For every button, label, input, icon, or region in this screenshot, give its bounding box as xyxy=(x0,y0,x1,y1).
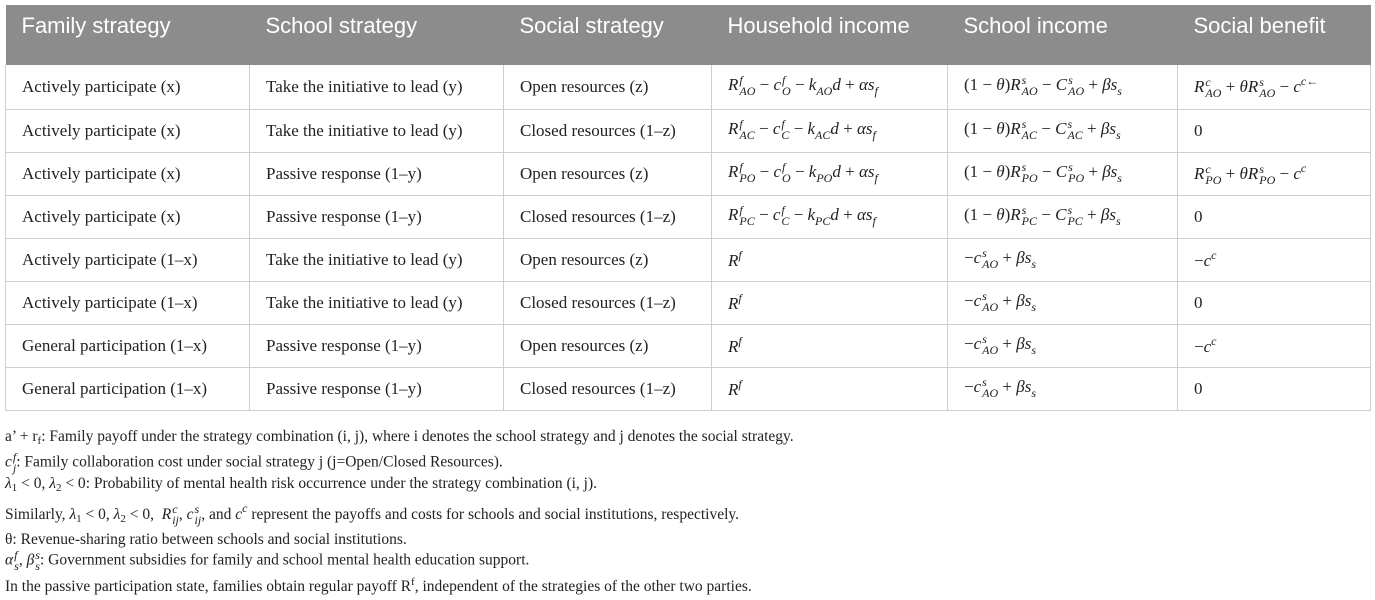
cell-social-benefit: $-c^c$ xyxy=(1178,324,1371,367)
cell-school-income: (1 − θ)R s AO − C s AO + $\beta s_s$ xyxy=(948,65,1178,109)
cell-household-income: $R^f$ xyxy=(712,324,948,367)
cell-social: Closed resources (1–z) xyxy=(504,281,712,324)
table-row xyxy=(6,281,1371,324)
cell-social: Closed resources (1–z) xyxy=(504,109,712,152)
footnote-3: λ1 < 0, λ2 < 0: Probability of mental health risk occurrence under the strategy combination (i, j). xyxy=(5,474,598,494)
cell-household-income: R f PO − c f O − $k_{PO}d + \alpha s_f$ xyxy=(712,152,948,195)
header-social-strategy: Social strategy xyxy=(504,5,712,65)
header-school-income: School income xyxy=(948,5,1178,65)
cell-family: Actively participate (1–x) xyxy=(6,281,250,324)
footnote-7: In the passive participation state, families obtain regular payoff $R^f$, independent of the strategies of the other two parties. xyxy=(5,576,752,595)
table-row xyxy=(6,65,1371,109)
cell-social: Closed resources (1–z) xyxy=(504,195,712,238)
cell-school: Take the initiative to lead (y) xyxy=(250,238,504,281)
cell-school-income: −c s AO + $\beta s_s$ xyxy=(948,238,1178,281)
strategy-payoff-table xyxy=(5,5,1371,411)
footnote-5: θ: Revenue-sharing ratio between schools and social institutions. xyxy=(5,530,407,548)
cell-school: Take the initiative to lead (y) xyxy=(250,281,504,324)
cell-school: Take the initiative to lead (y) xyxy=(250,109,504,152)
cell-social-benefit: 0 xyxy=(1178,281,1371,324)
cell-school-income: (1 − θ)R s PC − C s PC + $\beta s_s$ xyxy=(948,195,1178,238)
cell-school-income: −c s AO + $\beta s_s$ xyxy=(948,367,1178,410)
cell-school: Passive response (1–y) xyxy=(250,195,504,238)
cell-family: Actively participate (x) xyxy=(6,109,250,152)
footnote-2: c f j : Family collaboration cost under social strategy j (j=Open/Closed Resources). xyxy=(5,449,503,475)
cell-school: Take the initiative to lead (y) xyxy=(250,65,504,109)
cell-family: General participation (1–x) xyxy=(6,367,250,410)
cell-household-income: $R^f$ xyxy=(712,367,948,410)
header-household-income: Household income xyxy=(712,5,948,65)
cell-household-income: R f AO − c f O − $k_{AO}d + \alpha s_f$ xyxy=(712,65,948,109)
cell-social: Open resources (z) xyxy=(504,152,712,195)
cell-household-income: $R^f$ xyxy=(712,281,948,324)
cell-school-income: (1 − θ)R s PO − C s PO + $\beta s_s$ xyxy=(948,152,1178,195)
cell-school: Passive response (1–y) xyxy=(250,367,504,410)
cell-social-benefit: R c PO + θR s PO − $c^c$ xyxy=(1178,152,1371,195)
table-row xyxy=(6,367,1371,410)
cell-family: General participation (1–x) xyxy=(6,324,250,367)
table-row xyxy=(6,152,1371,195)
cell-family: Actively participate (1–x) xyxy=(6,238,250,281)
header-row xyxy=(6,5,1371,65)
cell-household-income: R f AC − c f C − $k_{AC}d + \alpha s_f$ xyxy=(712,109,948,152)
cell-social-benefit: 0 xyxy=(1178,195,1371,238)
cell-household-income: $R^f$ xyxy=(712,238,948,281)
table-row xyxy=(6,324,1371,367)
cell-school-income: (1 − θ)R s AC − C s AC + $\beta s_s$ xyxy=(948,109,1178,152)
cell-household-income: R f PC − c f C − $k_{PC}d + \alpha s_f$ xyxy=(712,195,948,238)
cell-school: Passive response (1–y) xyxy=(250,324,504,367)
cell-social-benefit: 0 xyxy=(1178,109,1371,152)
cell-social-benefit: $-c^c$ xyxy=(1178,238,1371,281)
footnote-1: a’ + rf: Family payoff under the strategy combination (i, j), where i denotes the school strategy and j denotes the social strategy. xyxy=(5,428,794,447)
cell-school-income: −c s AO + $\beta s_s$ xyxy=(948,324,1178,367)
cell-social-benefit: 0 xyxy=(1178,367,1371,410)
header-social-benefit: Social benefit xyxy=(1178,5,1371,65)
header-family-strategy: Family strategy xyxy=(6,5,250,65)
cell-social-benefit: R c AO + θR s AO − $c^{c\leftarrow}$ xyxy=(1178,65,1371,109)
cell-family: Actively participate (x) xyxy=(6,152,250,195)
table-row xyxy=(6,238,1371,281)
footnote-6: α f s , β s s : Government subsidies for family and school mental health education support. xyxy=(5,548,530,573)
cell-school: Passive response (1–y) xyxy=(250,152,504,195)
footnote-4: Similarly, λ1 < 0, λ2 < 0, R c ij , c s ij , and $c^c$ represent the payoffs and costs for schools and social institutions, respectively. xyxy=(5,501,740,528)
table-footnotes xyxy=(5,427,1370,598)
table-container xyxy=(5,5,1370,411)
cell-family: Actively participate (x) xyxy=(6,195,250,238)
cell-social: Open resources (z) xyxy=(504,324,712,367)
cell-family: Actively participate (x) xyxy=(6,65,250,109)
cell-social: Closed resources (1–z) xyxy=(504,367,712,410)
cell-social: Open resources (z) xyxy=(504,238,712,281)
header-school-strategy: School strategy xyxy=(250,5,504,65)
table-row xyxy=(6,109,1371,152)
cell-social: Open resources (z) xyxy=(504,65,712,109)
cell-school-income: −c s AO + $\beta s_s$ xyxy=(948,281,1178,324)
table-row xyxy=(6,195,1371,238)
